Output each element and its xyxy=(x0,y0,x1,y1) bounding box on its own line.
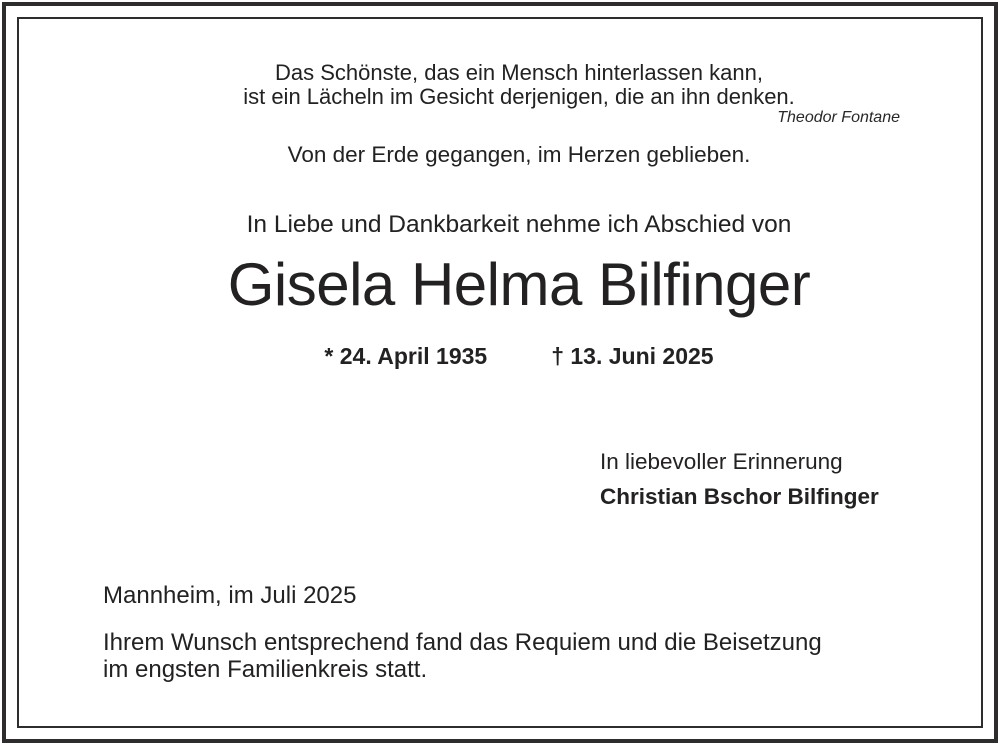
closing-line-2: im engsten Familienkreis statt. xyxy=(103,655,428,683)
birth-date: * 24. April 1935 xyxy=(324,343,488,369)
quote-line-1: Das Schönste, das ein Mensch hinterlassen kann, xyxy=(275,60,763,85)
dates-row xyxy=(38,343,1000,370)
deceased-name: Gisela Helma Bilfinger xyxy=(227,251,811,318)
death-date: † 13. Juni 2025 xyxy=(551,343,714,369)
memoriam-block xyxy=(600,444,879,514)
quote-line-2: ist ein Lächeln im Gesicht derjenigen, die an ihn denken. xyxy=(243,83,795,109)
quote-block xyxy=(38,61,1000,108)
mourner-name: Christian Bschor Bilfinger xyxy=(600,484,879,509)
closing-line-1: Ihrem Wunsch entsprechend fand das Requiem und die Beisetzung xyxy=(103,629,822,656)
place-date-line: Mannheim, im Juli 2025 xyxy=(103,582,357,609)
motto-line: Von der Erde gegangen, im Herzen geblieben. xyxy=(287,142,751,167)
farewell-intro: In Liebe und Dankbarkeit nehme ich Abschied von xyxy=(246,211,792,238)
closing-block xyxy=(103,630,822,683)
quote-attribution: Theodor Fontane xyxy=(777,109,900,126)
memoriam-note: In liebevoller Erinnerung xyxy=(600,449,843,474)
